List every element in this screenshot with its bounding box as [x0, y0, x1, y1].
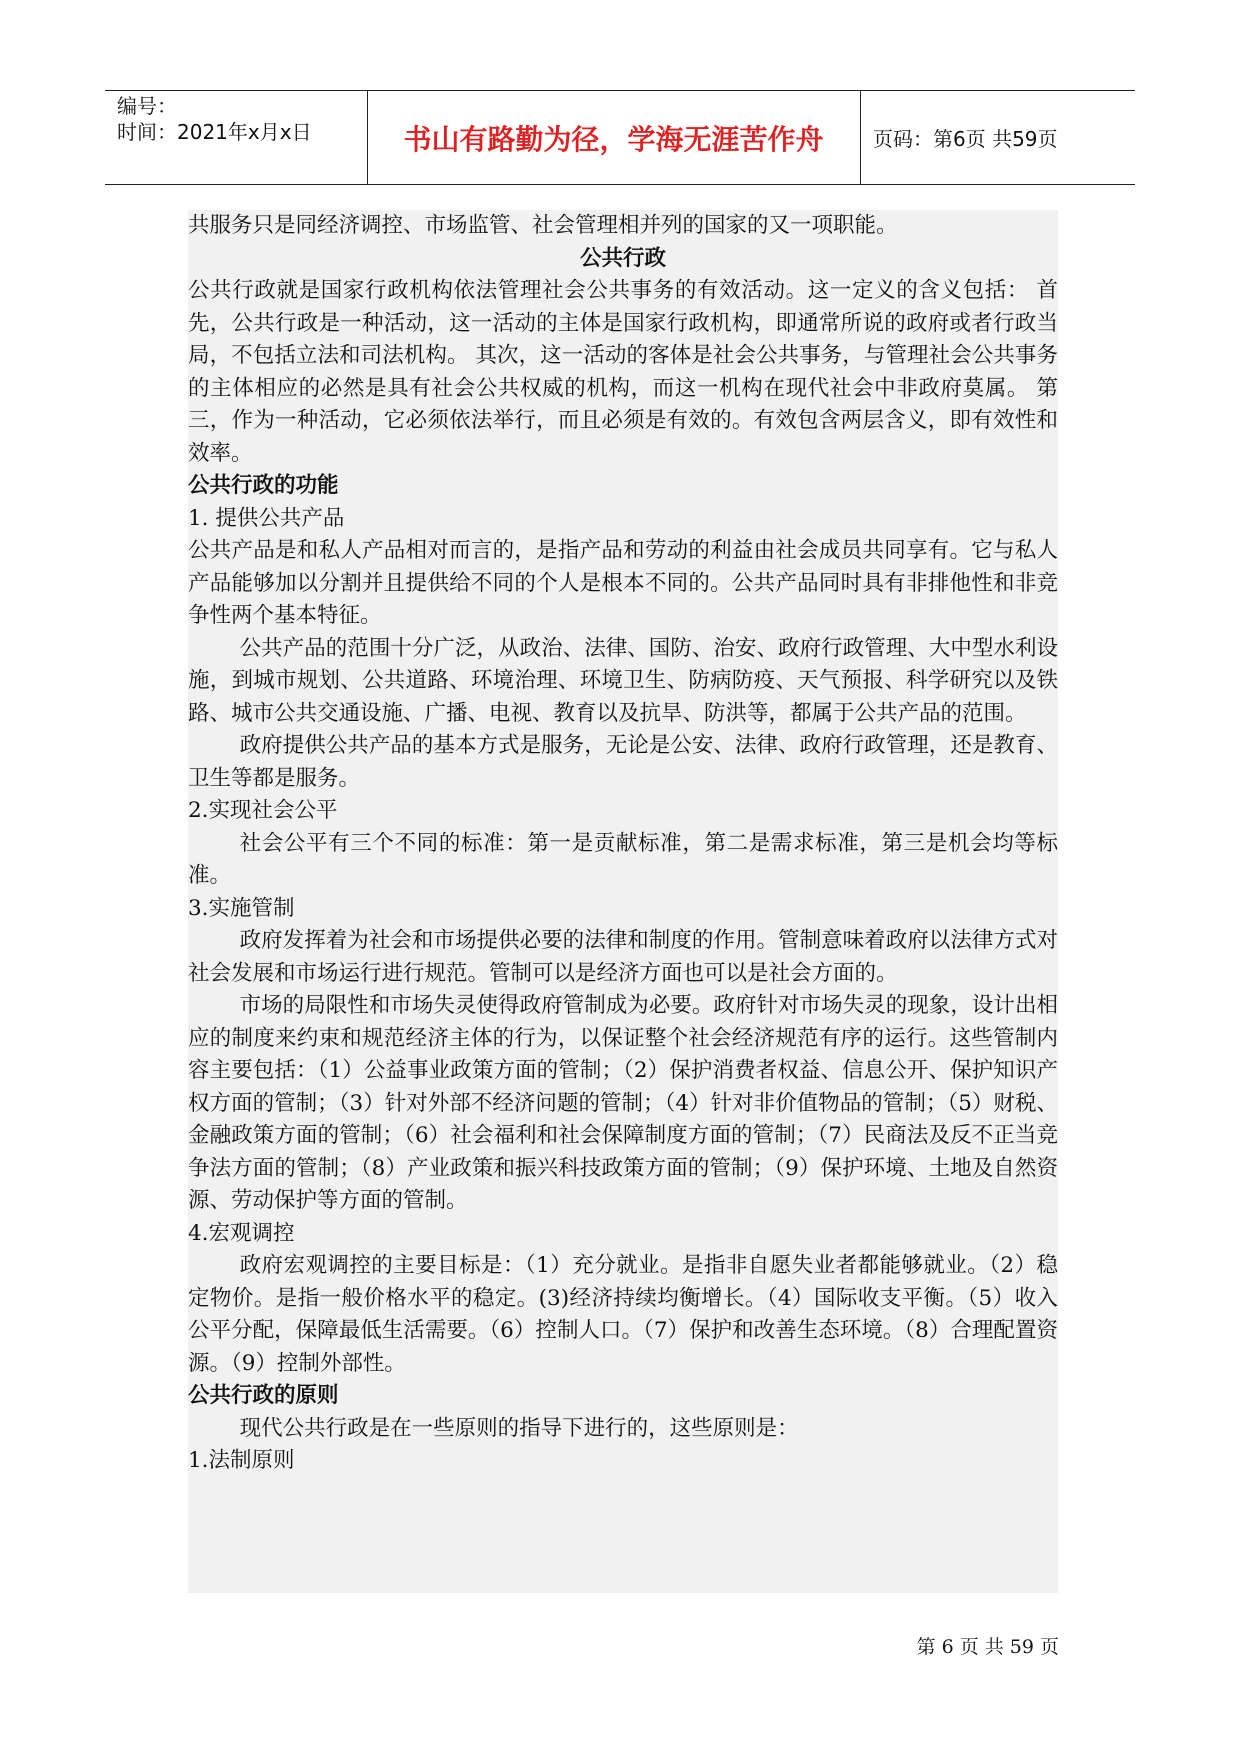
paragraph: 市场的局限性和市场失灵使得政府管制成为必要。政府针对市场失灵的现象，设计出相应的制度来约束和规范经济主体的行为，以保证整个社会经济规范有序的运行。这些管制内容主要包括：（1）公益事业政策方面的管制；（2）保护消费者权益、信息公开、保护知识产权方面的管制；（3）针对外部不经济问题的管制；（4）针对非价值物品的管制；（5）财税、金融政策方面的管制；（6）社会福利和社会保障制度方面的管制；（7）民商法及反不正当竞争法方面的管制；（8）产业政策和振兴科技政策方面的管制；（9）保护环境、土地及自然资源、劳动保护等方面的管制。: [188, 993, 1058, 1213]
section-title: 公共行政: [579, 245, 666, 271]
time-label: 时间：2021年x月x日: [117, 120, 312, 144]
serial-number-label: 编号：: [117, 94, 177, 118]
paragraph: 社会公平有三个不同的标准：第一是贡献标准，第二是需求标准，第三是机会均等标准。: [188, 830, 1058, 888]
header-divider: [860, 91, 861, 184]
subsection-heading: 1. 提供公共产品: [188, 505, 345, 531]
paragraph: 政府发挥着为社会和市场提供必要的法律和制度的作用。管制意味着政府以法律方式对社会发展和市场运行进行规范。管制可以是经济方面也可以是社会方面的。: [188, 928, 1058, 986]
section-heading: 公共行政的功能: [188, 473, 339, 498]
page-footer: 第 6 页 共 59 页: [916, 1636, 1059, 1658]
paragraph: 公共产品是和私人产品相对而言的，是指产品和劳动的利益由社会成员共同享有。它与私人产品能够加以分割并且提供给不同的个人是根本不同的。公共产品同时具有非排他性和非竞争性两个基本特征。: [188, 538, 1058, 628]
paragraph: 公共产品的范围十分广泛，从政治、法律、国防、治安、政府行政管理、大中型水利设施，到城市规划、公共道路、环境治理、环境卫生、防病防疫、天气预报、科学研究以及铁路、城市公共交通设施、广播、电视、教育以及抗旱、防洪等，都属于公共产品的范围。: [188, 635, 1058, 726]
document-body: [188, 210, 1058, 1593]
header-meta: [117, 93, 367, 145]
paragraph: 现代公共行政是在一些原则的指导下进行的，这些原则是：: [239, 1415, 799, 1441]
paragraph: 公共行政就是国家行政机构依法管理社会公共事务的有效活动。这一定义的含义包括： 首先，公共行政是一种活动，这一活动的主体是国家行政机构，即通常所说的政府或者行政当局，不包括立法和司法机构。 其次，这一活动的客体是社会公共事务，与管理社会公共事务的主体相应的必然是具有社会公共权威的机构，而这一机构在现代社会中非政府莫属。 第三，作为一种活动，它必须依法举行，而且必须是有效的。有效包含两层含义，即有效性和效率。: [188, 278, 1058, 466]
subsection-heading: 1.法制原则: [188, 1448, 295, 1473]
subsection-heading: 4.宏观调控: [188, 1220, 295, 1246]
paragraph: 政府宏观调控的主要目标是：（1）充分就业。是指非自愿失业者都能够就业。（2）稳定物价。是指一般价格水平的稳定。(3)经济持续均衡增长。（4）国际收支平衡。（5）收入公平分配，保障最低生活需要。（6）控制人口。（7）保护和改善生态环境。（8）合理配置资源。（9）控制外部性。: [188, 1253, 1058, 1376]
section-heading: 公共行政的原则: [188, 1383, 339, 1408]
subsection-heading: 2.实现社会公平: [188, 798, 338, 823]
header-page-number: 页码：第6页 共59页: [873, 127, 1058, 151]
document-header: [105, 90, 1135, 185]
header-motto: 书山有路勤为径，学海无涯苦作舟: [403, 122, 824, 156]
subsection-heading: 3.实施管制: [188, 895, 295, 921]
paragraph: 政府提供公共产品的基本方式是服务，无论是公安、法律、政府行政管理，还是教育、卫生等都是服务。: [188, 733, 1058, 791]
paragraph: 共服务只是同经济调控、市场监管、社会管理相并列的国家的又一项职能。: [188, 213, 898, 238]
